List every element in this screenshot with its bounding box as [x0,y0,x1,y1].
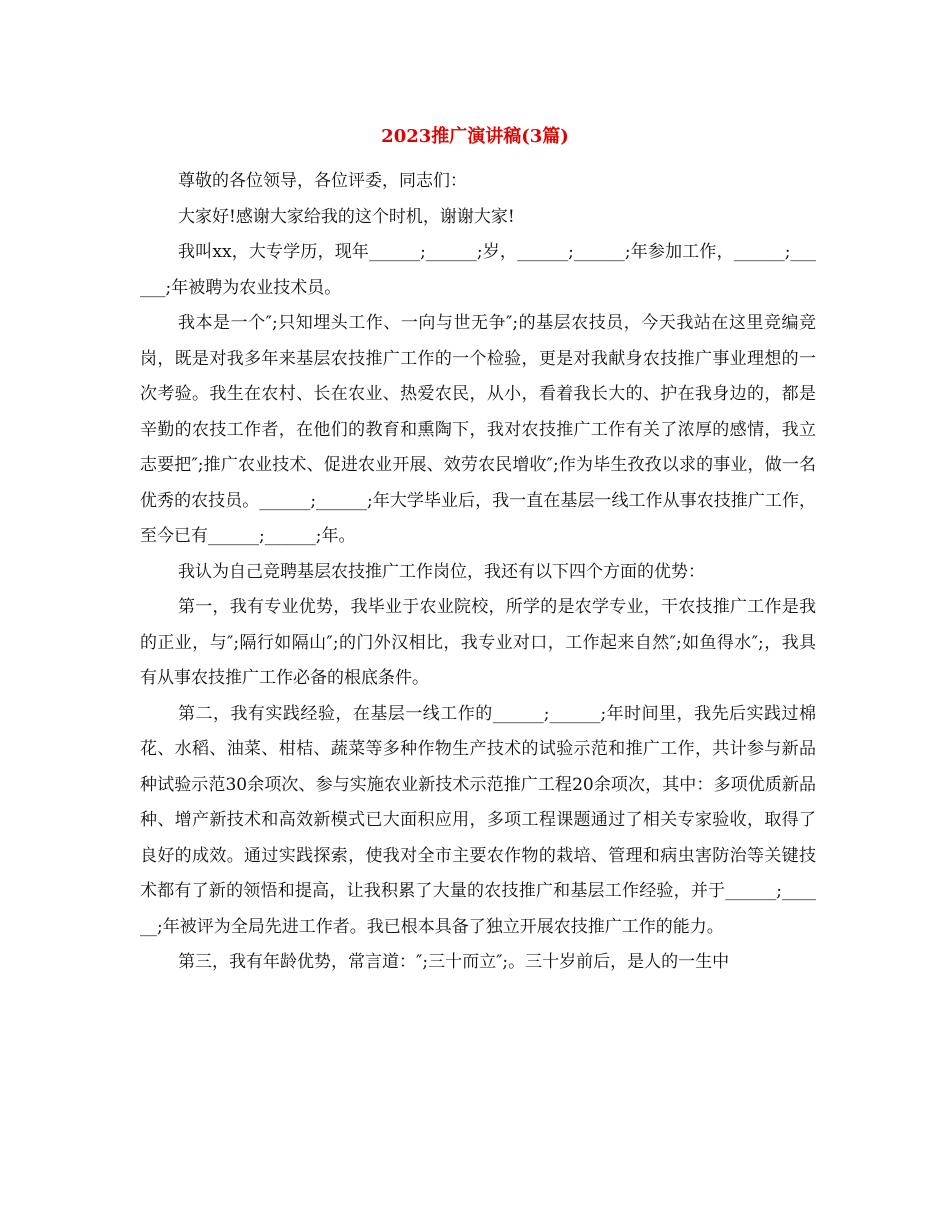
paragraph-advantage-1: 第一，我有专业优势，我毕业于农业院校，所学的是农学专业，干农技推广工作是我的正业，与″;隔行如隔山″;的门外汉相比，我专业对口，工作起来自然″;如鱼得水″;，我具有从事农技推广工作必备的根底条件。 [140,597,816,688]
document-body [140,164,816,981]
paragraph-intro: 我叫xx，大专学历，现年______;______;岁，______;______;年参加工作，______;______;年被聘为农业技术员。 [140,242,816,298]
paragraph-greeting: 尊敬的各位领导，各位评委，同志们： [178,171,467,191]
paragraph-thanks: 大家好!感谢大家给我的这个时机，谢谢大家! [178,206,515,227]
paragraph-advantage-2: 第二，我有实践经验，在基层一线工作的______;______;年时间里，我先后实践过棉花、水稻、油菜、柑桔、蔬菜等多种作物生产技术的试验示范和推广工作，共计参与新品种试验示范30余项次、参与实施农业新技术示范推广工程20余项次，其中：多项优质新品种、增产新技术和高效新模式已大面积应用，多项工程课题通过了相关专家验收，取得了良好的成效。通过实践探索，使我对全市主要农作物的栽培、管理和病虫害防治等关键技术都有了新的领悟和提高，让我积累了大量的农技推广和基层工作经验，并于______;______;年被评为全局先进工作者。我已根本具备了独立开展农技推广工作的能力。 [140,703,816,937]
paragraph-advantage-3: 第三，我有年龄优势，常言道：″;三十而立″;。三十岁前后，是人的一生中 [178,952,730,972]
paragraph-advantages-lead: 我认为自己竞聘基层农技推广工作岗位，我还有以下四个方面的优势： [178,561,705,582]
paragraph-background: 我本是一个″;只知埋头工作、一向与世无争″;的基层农技员，今天我站在这里竞编竞岗，既是对我多年来基层农技推广工作的一个检验，更是对我献身农技推广事业理想的一次考验。我生在农村、长在农业、热爱农民，从小，看着我长大的、护在我身边的，都是辛勤的农技工作者，在他们的教育和熏陶下，我对农技推广工作有关了浓厚的感情，我立志要把″;推广农业技术、促进农业开展、效劳农民增收″;作为毕生孜孜以求的事业，做一名优秀的农技员。______;______;年大学毕业后，我一直在基层一线工作从事农技推广工作，至今已有______;______;年。 [140,313,816,546]
document-title: 2023推广演讲稿(3篇) [381,126,569,147]
